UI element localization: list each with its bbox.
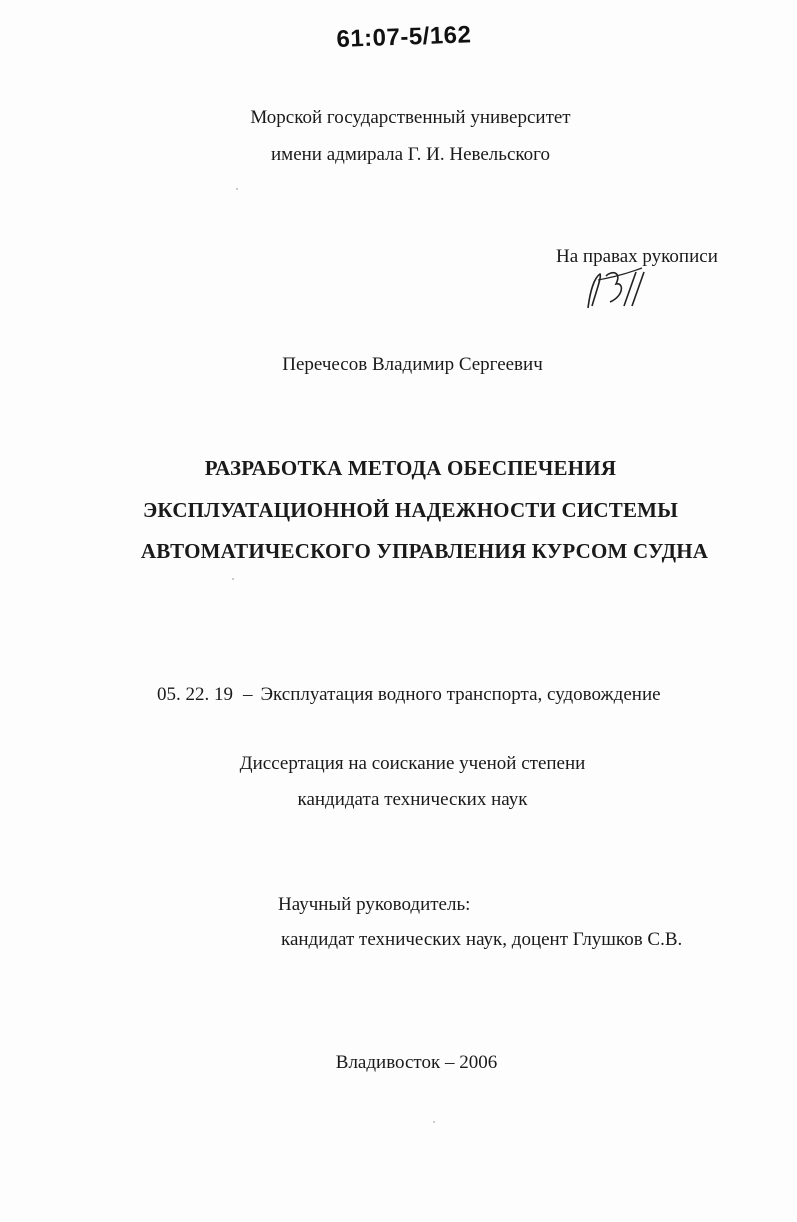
title-line-1: РАЗРАБОТКА МЕТОДА ОБЕСПЕЧЕНИЯ [204,456,617,480]
specialty-dash: – [243,684,253,705]
author-name: Перечесов Владимир Сергеевич [282,354,543,375]
specialty-code: 05. 22. 19 [157,684,233,705]
degree-line-2: кандидата технических наук [297,789,528,810]
university-name: Морской государственный университет [250,107,571,128]
scan-speck [236,188,238,190]
specialty [157,683,661,707]
scan-speck [433,1121,435,1123]
degree-line-1: Диссертация на соискание ученой степени [239,753,586,774]
university-honorific: имени адмирала Г. И. Невельского [271,144,550,165]
specialty-name: Эксплуатация водного транспорта, судовождение [260,684,661,705]
supervisor-name: кандидат технических наук, доцент Глушков С.В. [281,929,683,950]
supervisor-label: Научный руководитель: [278,894,471,915]
title-line-3: АВТОМАТИЧЕСКОГО УПРАВЛЕНИЯ КУРСОМ СУДНА [140,539,709,563]
archive-stamp: 61:07-5/162 [336,21,472,53]
city-year: Владивосток – 2006 [335,1052,498,1073]
manuscript-note: На правах рукописи [556,246,718,267]
handwritten-signature [578,262,658,312]
scan-speck [232,578,234,580]
title-line-2: ЭКСПЛУАТАЦИОННОЙ НАДЕЖНОСТИ СИСТЕМЫ [142,498,679,522]
